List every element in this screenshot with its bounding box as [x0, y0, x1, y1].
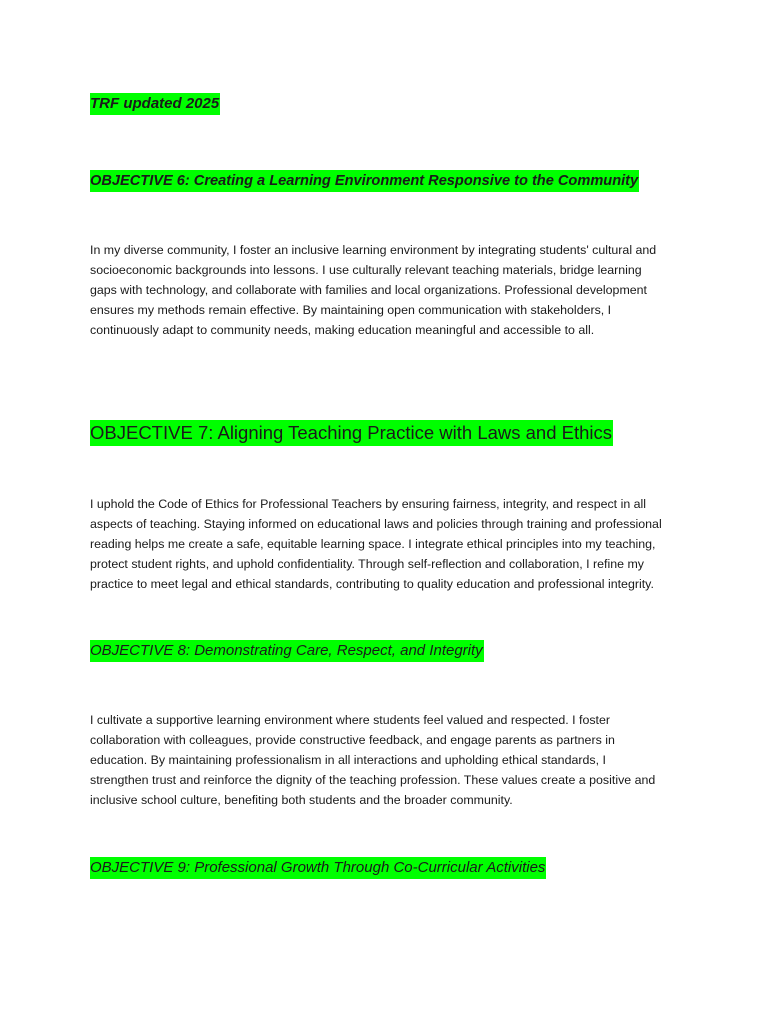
objective-7-heading: OBJECTIVE 7: Aligning Teaching Practice with Laws and Ethics: [90, 420, 613, 446]
paragraph-line: I cultivate a supportive learning environment where students feel valued and respected. I foster: [90, 713, 611, 727]
document-header-label: TRF updated 2025: [90, 93, 220, 115]
paragraph-line: strengthen trust and reinforce the dignity of the teaching profession. These values create a positive and: [90, 773, 656, 787]
paragraph-line: collaboration with colleagues, provide constructive feedback, and engage parents as partners in: [90, 733, 615, 747]
paragraph-line: aspects of teaching. Staying informed on educational laws and policies through training and professional: [90, 517, 662, 531]
paragraph-line: practice to meet legal and ethical standards, contributing to quality education and professional integrity.: [90, 577, 654, 591]
paragraph-line: gaps with technology, and collaborate with families and local organizations. Professional development: [90, 283, 647, 297]
paragraph-line: reading helps me create a safe, equitable learning space. I integrate ethical principles into my teaching,: [90, 537, 656, 551]
objective-6-heading: OBJECTIVE 6: Creating a Learning Environment Responsive to the Community: [90, 170, 639, 192]
objective-9-heading: OBJECTIVE 9: Professional Growth Through Co-Curricular Activities: [90, 857, 546, 879]
objective-6-paragraph: [90, 240, 690, 340]
paragraph-line: I uphold the Code of Ethics for Professional Teachers by ensuring fairness, integrity, and respect in all: [90, 497, 647, 511]
paragraph-line: In my diverse community, I foster an inclusive learning environment by integrating students' cultural and: [90, 243, 657, 257]
paragraph-line: inclusive school culture, benefiting both students and the broader community.: [90, 793, 513, 807]
paragraph-line: continuously adapt to community needs, making education meaningful and accessible to all.: [90, 323, 595, 337]
paragraph-line: socioeconomic backgrounds into lessons. I use culturally relevant teaching materials, bridge learning: [90, 263, 642, 277]
paragraph-line: education. By maintaining professionalism in all interactions and upholding ethical standards, I: [90, 753, 606, 767]
paragraph-line: ensures my methods remain effective. By maintaining open communication with stakeholders, I: [90, 303, 612, 317]
objective-7-paragraph: [90, 494, 690, 594]
paragraph-line: protect student rights, and uphold confidentiality. Through self-reflection and collaboration, I refine my: [90, 557, 644, 571]
objective-8-paragraph: [90, 710, 690, 810]
objective-8-heading: OBJECTIVE 8: Demonstrating Care, Respect, and Integrity: [90, 640, 484, 662]
